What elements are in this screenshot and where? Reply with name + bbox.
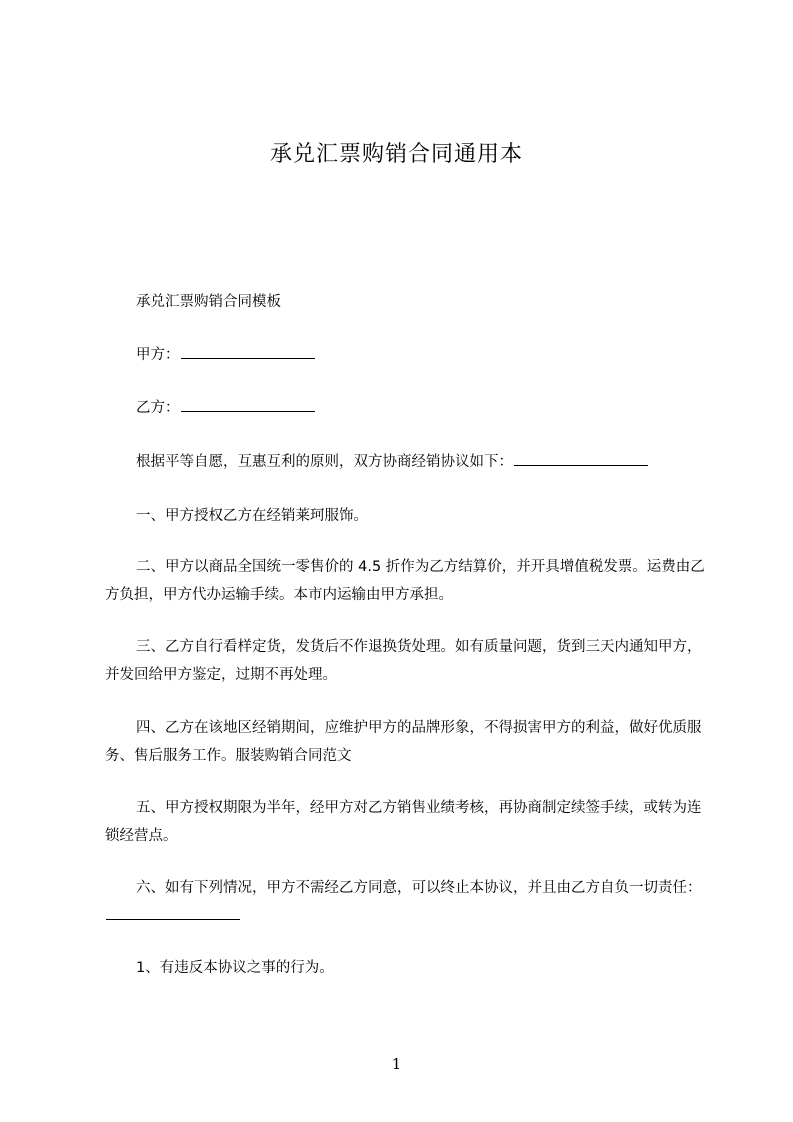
- page-number: 1: [391, 1055, 402, 1073]
- party-b-blank-line: [181, 395, 315, 412]
- paragraph-text: 六、如有下列情况，甲方不需经乙方同意，可以终止本协议，并且由乙方自负一切责任：: [136, 880, 702, 896]
- party-b-label: 乙方：: [136, 400, 180, 416]
- clause-4: [105, 714, 705, 770]
- clause-5: [105, 794, 705, 850]
- paragraph-principle: [105, 448, 705, 476]
- party-a-label: 甲方：: [136, 347, 180, 363]
- paragraph-text: 四、乙方在该地区经销期间，应维护甲方的品牌形象，不得损害甲方的利益，做好优质服务、售后服务工作。服装购销合同范文: [105, 720, 702, 764]
- clause-6: [105, 874, 705, 930]
- paragraph-text: 二、甲方以商品全国统一零售价的 4.5 折作为乙方结算价，并开具增值税发票。运费由乙方负担，甲方代办运输手续。本市内运输由甲方承担。: [105, 559, 705, 603]
- paragraph-text: 三、乙方自行看样定货，发货后不作退换货处理。如有质量问题，货到三天内通知甲方，并发回给甲方鉴定，过期不再处理。: [105, 639, 702, 683]
- party-a-blank-line: [181, 342, 315, 359]
- clause-3: [105, 633, 705, 689]
- paragraph-template-name: [105, 288, 705, 316]
- paragraph-text: 一、甲方授权乙方在经销莱珂服饰。: [136, 508, 368, 524]
- document-title: 承兑汇票购销合同通用本: [269, 142, 523, 167]
- paragraph-party-b: [105, 394, 705, 422]
- clause-1: [105, 502, 705, 530]
- clause-2: [105, 553, 705, 609]
- paragraph-text: 承兑汇票购销合同模板: [136, 294, 281, 310]
- paragraph-text: 五、甲方授权期限为半年，经甲方对乙方销售业绩考核，再协商制定续签手续，或转为连锁经营点。: [105, 800, 702, 844]
- paragraph-text: 1、有违反本协议之事的行为。: [136, 960, 334, 976]
- sub-clause-1: [105, 954, 705, 982]
- clause-6-blank-line: [106, 903, 240, 920]
- agreement-blank-line: [514, 449, 648, 466]
- paragraph-party-a: [105, 341, 705, 369]
- paragraph-text: 根据平等自愿，互惠互利的原则，双方协商经销协议如下：: [136, 454, 513, 470]
